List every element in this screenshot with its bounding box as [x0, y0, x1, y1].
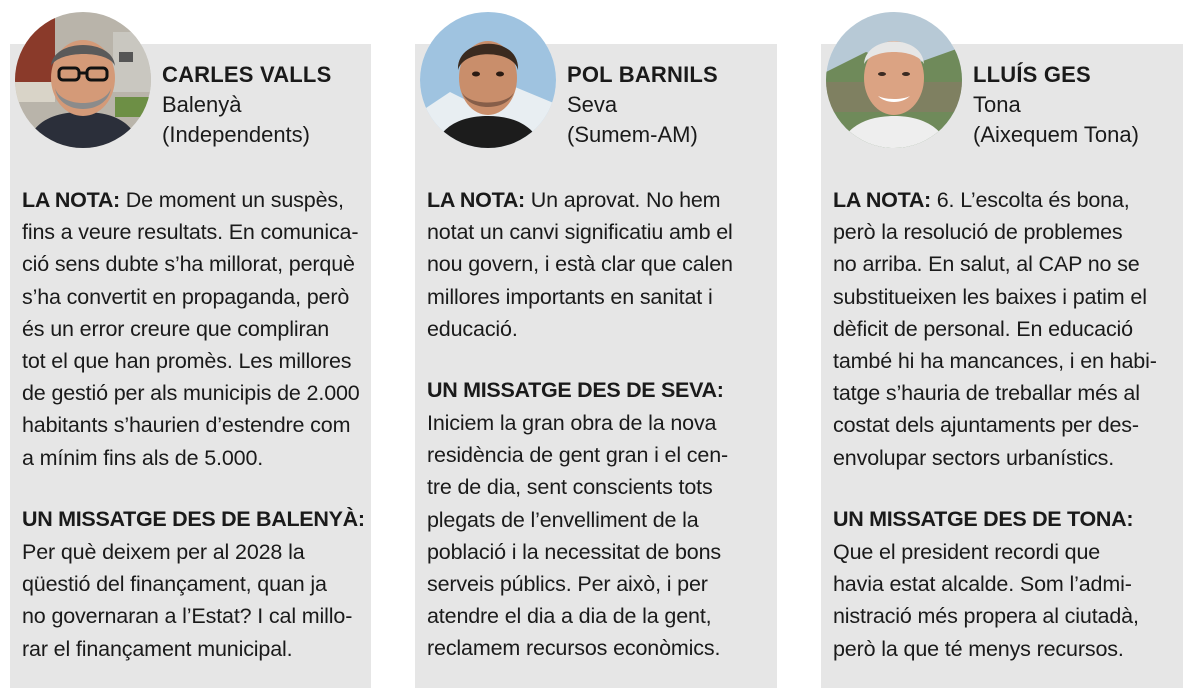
person-name: POL BARNILS [567, 62, 718, 87]
message-paragraph: Que el president recordi que havia estat alcalde. Som l’admi- nistració més propera al ciutadà, però la que té menys recursos. [833, 540, 1139, 661]
portrait-photo [420, 12, 556, 148]
note-paragraph: LA NOTA: Un aprovat. No hem notat un canvi significatiu amb el nou govern, i està clar que calen millores importants en sanitat i educació. [427, 188, 733, 341]
profile-card-lluis-ges [821, 44, 1183, 688]
message-title: UN MISSATGE DES DE TONA: [833, 507, 1134, 531]
message-title: UN MISSATGE DES DE SEVA: [427, 378, 724, 402]
person-party: (Sumem-AM) [567, 122, 698, 147]
note-label: LA NOTA: [833, 188, 931, 212]
person-town: Balenyà [162, 92, 242, 117]
message-paragraph: Iniciem la gran obra de la nova residència de gent gran i el cen- tre de dia, sent conscients tots plegats de l’envelliment de la població i la necessitat de bons serveis públics. Per això, i per atendre el dia a dia de la gent, reclamem recursos econòmics. [427, 411, 729, 661]
note-paragraph: LA NOTA: 6. L’escolta és bona, però la resolució de problemes no arriba. En salut, al CAP no se substitueixen les baixes i patim el dèficit de personal. En educació també hi ha mancances, i en habi- tatge s’hauria de treballar més al costat dels ajuntaments per des- envolupar sectors urbanístics. [833, 188, 1157, 470]
person-party: (Independents) [162, 122, 310, 147]
person-town: Seva [567, 92, 618, 117]
portrait-photo [826, 12, 962, 148]
message-title: UN MISSATGE DES DE BALENYÀ: [22, 507, 365, 531]
person-name: CARLES VALLS [162, 62, 332, 87]
person-name: LLUÍS GES [973, 62, 1091, 87]
note-paragraph: LA NOTA: De moment un suspès, fins a veure resultats. En comunica- ció sens dubte s’ha millorat, perquè s’ha convertit en propaganda, però és un error creure que compliran tot el que han promès. Les millores de gestió per als municipis de 2.000 habitants s’haurien d’estendre com a mínim fins als de 5.000. [22, 188, 360, 470]
person-town: Tona [973, 92, 1021, 117]
profile-card-carles-valls [10, 44, 371, 688]
message-paragraph: Per què deixem per al 2028 la qüestió del finançament, quan ja no governaran a l’Estat? I cal millo- rar el finançament municipal. [22, 540, 353, 661]
note-label: LA NOTA: [22, 188, 120, 212]
note-label: LA NOTA: [427, 188, 525, 212]
person-party: (Aixequem Tona) [973, 122, 1139, 147]
profile-card-pol-barnils [415, 44, 777, 688]
portrait-photo [15, 12, 151, 148]
